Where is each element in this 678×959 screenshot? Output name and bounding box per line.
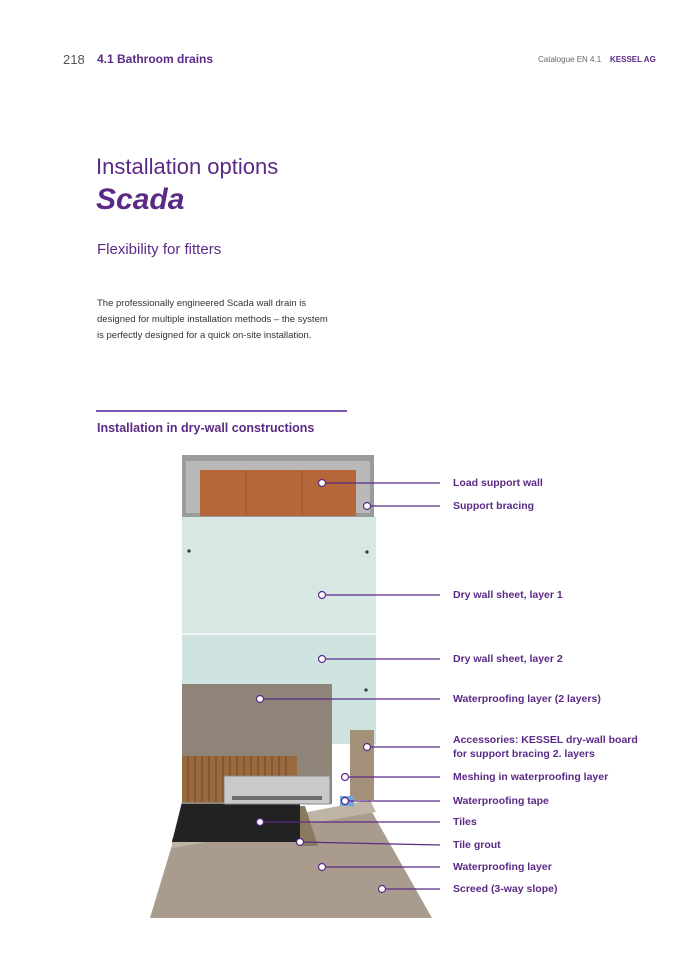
catalogue-label: Catalogue EN 4.1 — [538, 55, 602, 64]
page-title: Installation options — [96, 154, 279, 179]
company-name: KESSEL AG — [610, 55, 656, 64]
section-heading: Installation in dry-wall constructions — [97, 421, 315, 435]
screw-hole — [365, 550, 368, 553]
page-subtitle: Flexibility for fitters — [97, 241, 222, 258]
load-support-wood — [200, 470, 356, 516]
label-waterproofing-2-layers: Waterproofing layer (2 layers) — [453, 693, 601, 705]
section-title: 4.1 Bathroom drains — [97, 52, 214, 66]
label-waterproofing-tape: Waterproofing tape — [453, 795, 549, 807]
accessory-board — [350, 730, 374, 800]
intro-line-2: designed for multiple installation methods – the system — [97, 314, 328, 325]
label-load-support-wall: Load support wall — [453, 477, 543, 489]
label-screed: Screed (3-way slope) — [453, 883, 558, 895]
label-tiles: Tiles — [453, 816, 477, 828]
page-number: 218 — [63, 52, 85, 67]
intro-line-3: is perfectly designed for a quick on-site installation. — [97, 330, 312, 341]
label-waterproofing-layer: Waterproofing layer — [453, 861, 552, 873]
waterproofing-overlay — [182, 684, 332, 756]
intro-line-1: The professionally engineered Scada wall drain is — [97, 298, 307, 309]
label-tile-grout: Tile grout — [453, 839, 501, 851]
label-accessories — [453, 733, 638, 761]
label-dry-wall-sheet-2: Dry wall sheet, layer 2 — [453, 653, 563, 665]
label-accessories-line-1: Accessories: KESSEL dry-wall board — [453, 734, 638, 746]
drywall-sheet-layer-1 — [182, 516, 376, 634]
screw-hole — [364, 688, 367, 691]
screw-hole — [187, 549, 190, 552]
label-meshing: Meshing in waterproofing layer — [453, 771, 609, 783]
label-support-bracing: Support bracing — [453, 500, 535, 512]
label-accessories-line-2: for support bracing 2. layers — [453, 748, 595, 760]
product-name: Scada — [96, 183, 185, 216]
drain-slot — [232, 796, 322, 800]
label-dry-wall-sheet-1: Dry wall sheet, layer 1 — [453, 589, 563, 601]
